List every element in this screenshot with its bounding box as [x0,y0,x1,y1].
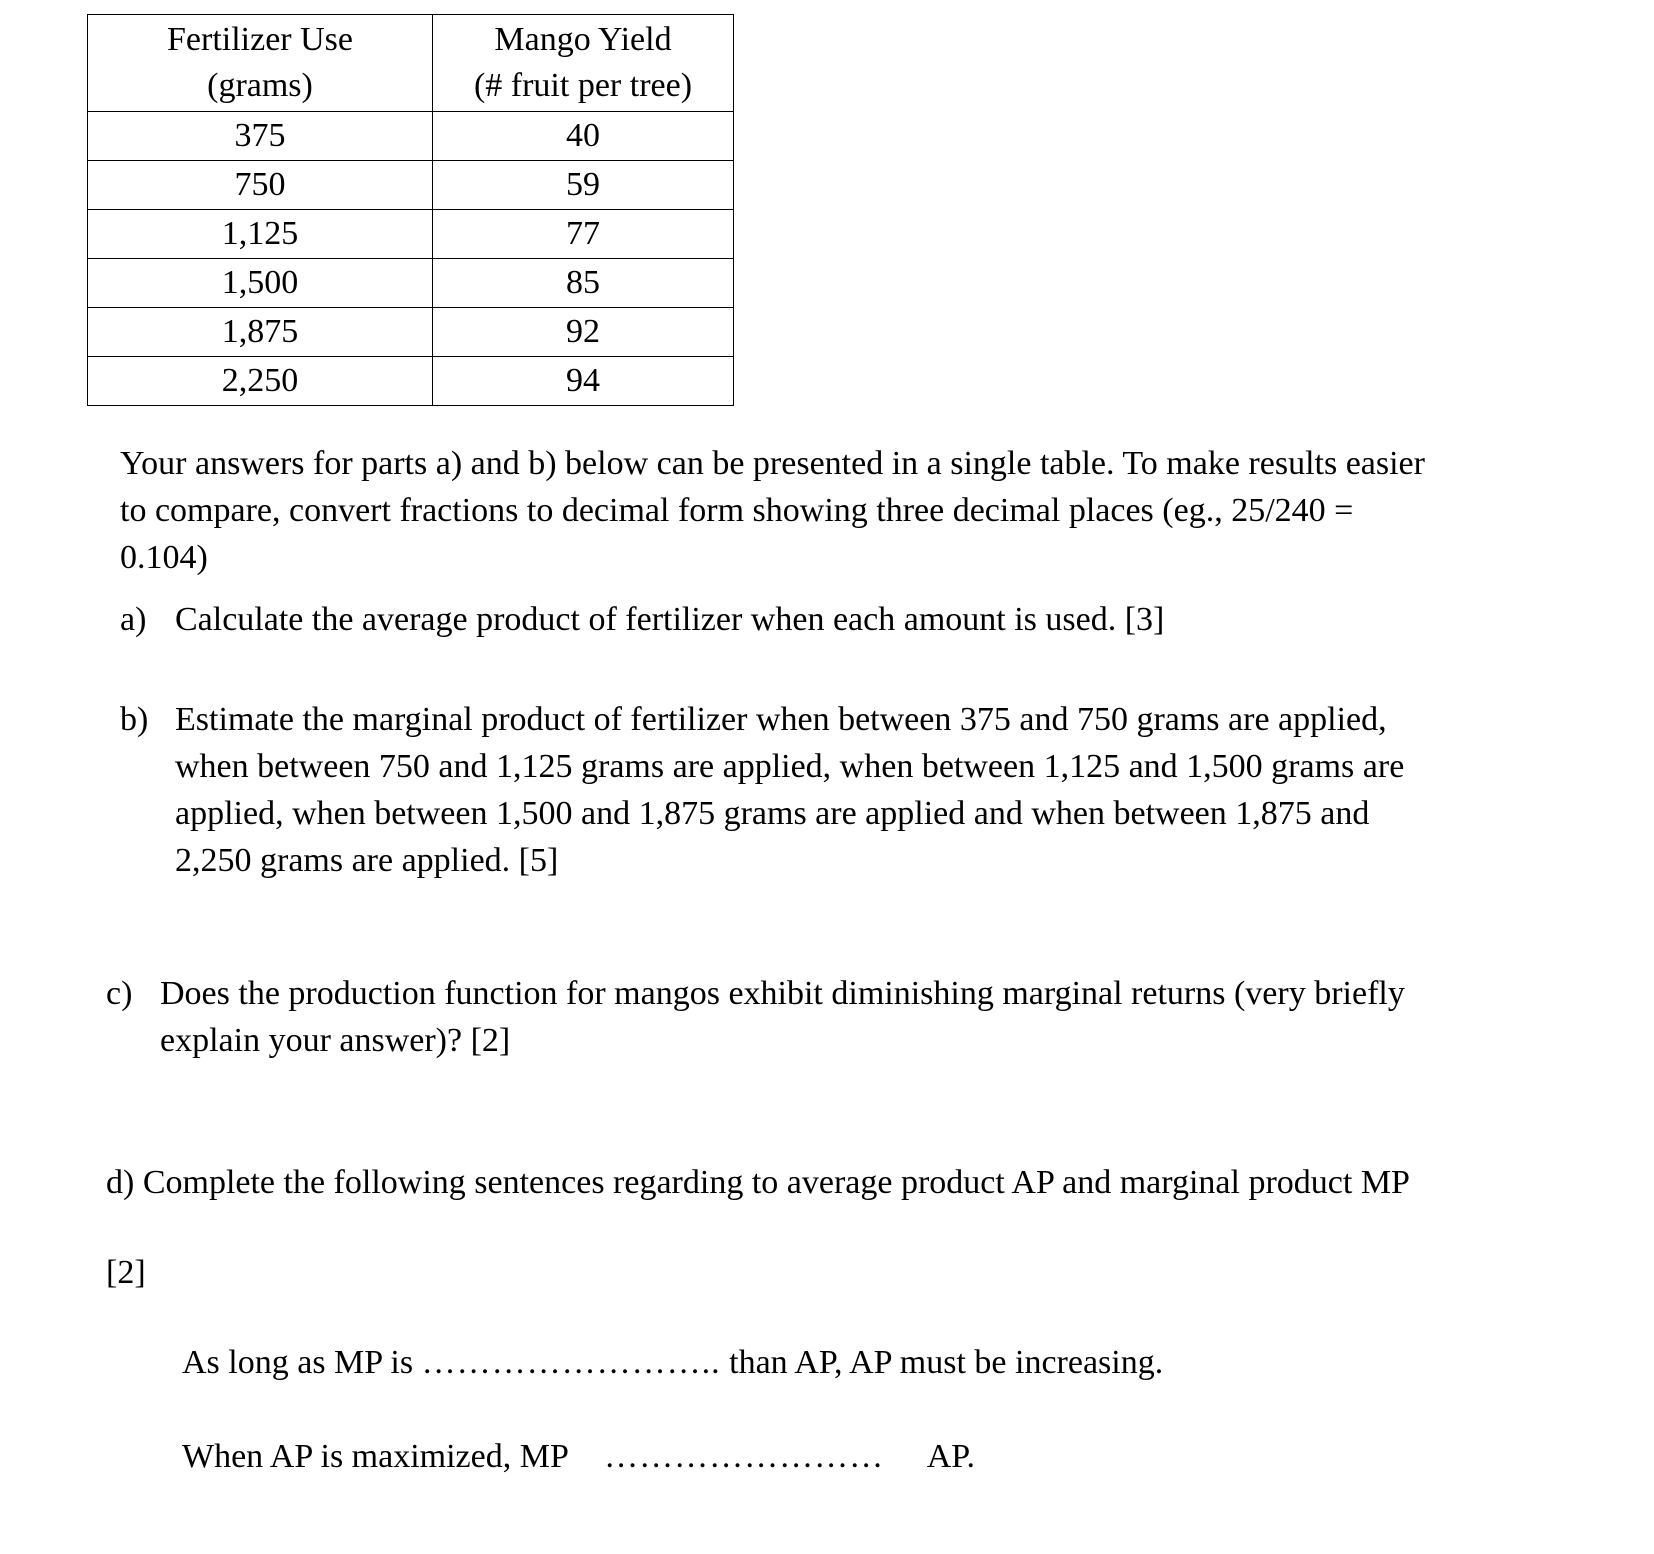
yield-cell: 40 [433,112,734,161]
intro-paragraph: Your answers for parts a) and b) below can be presented in a single table. To make results easier to compare, convert fractions to decimal form showing three decimal places (eg., 25/240 = 0.104) [120,445,1425,576]
question-c-text: Does the production function for mangos exhibit diminishing marginal returns (very briefly explain your answer)? [2] [160,975,1405,1059]
table-row [88,259,734,308]
fertilizer-cell: 2,250 [88,357,433,406]
fertilizer-cell: 375 [88,112,433,161]
answer-blank: …………………….. [421,1344,721,1381]
fertilizer-cell: 1,875 [88,308,433,357]
yield-cell: 92 [433,308,734,357]
question-c-label: c) [106,975,133,1012]
sentence-ap-maximized: When AP is maximized, MP …………………… AP. [182,1438,975,1475]
fertilizer-cell: 1,125 [88,210,433,259]
table-row [88,210,734,259]
table-row [88,112,734,161]
yield-cell: 85 [433,259,734,308]
question-d-text: d) Complete the following sentences regarding to average product AP and marginal product MP [106,1164,1410,1201]
yield-cell: 59 [433,161,734,210]
header-mango-yield: Mango Yield (# fruit per tree) [433,15,734,112]
table-row [88,357,734,406]
sentence-mp-greater: As long as MP is …………………….. than AP, AP must be increasing. [182,1344,1164,1381]
question-b-label: b) [120,701,149,738]
fertilizer-cell: 750 [88,161,433,210]
question-a-text: Calculate the average product of fertilizer when each amount is used. [3] [175,601,1165,638]
fertilizer-yield-table [87,14,734,406]
header-fertilizer-use: Fertilizer Use (grams) [88,15,433,112]
question-b-text: Estimate the marginal product of fertilizer when between 375 and 750 grams are applied, when between 750 and 1,125 grams are applied, when between 1,125 and 1,500 grams are applied, when between 1,500 and 1,875 grams are applied and when between 1,875 and 2,250 grams are applied. [5] [175,701,1405,879]
yield-cell: 94 [433,357,734,406]
table-row [88,161,734,210]
fertilizer-cell: 1,500 [88,259,433,308]
question-d-marks: [2] [106,1254,146,1291]
answer-blank: …………………… [604,1438,885,1475]
table-header-row [88,15,734,112]
question-a-label: a) [120,601,147,638]
yield-cell: 77 [433,210,734,259]
table-row [88,308,734,357]
